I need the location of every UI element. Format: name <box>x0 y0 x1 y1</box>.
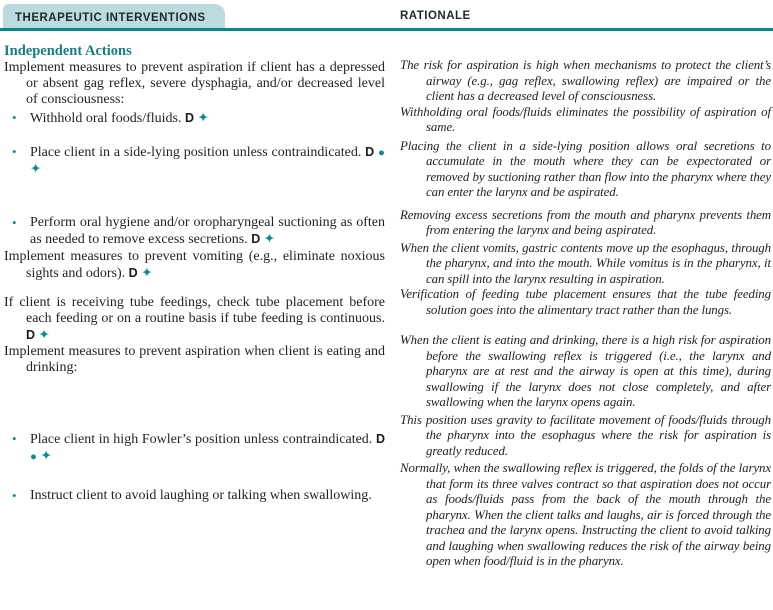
rationale-paragraph <box>400 58 771 105</box>
rationale-paragraph <box>400 333 771 411</box>
delegate-marker-D: D <box>365 145 375 159</box>
bullet-icon: • <box>12 488 17 503</box>
rationale-list <box>400 58 771 570</box>
rationale-text: Withholding oral foods/fluids eliminates the possibility of aspiration of same. <box>400 104 771 134</box>
intervention-bullet-item <box>4 215 385 248</box>
rationale-column <box>400 31 771 570</box>
delegate-marker-D: D <box>375 432 385 446</box>
intervention-text: Place client in a side-lying position unless contraindicated. <box>30 145 362 160</box>
star-marker-icon: ✦ <box>40 448 52 463</box>
delegate-marker-D: D <box>128 266 138 280</box>
therapeutic-interventions-label: THERAPEUTIC INTERVENTIONS <box>15 11 206 24</box>
rationale-text: When the client is eating and drinking, there is a high risk for aspiration before the swallowing reflex is triggered (i.e., the larynx and pharynx are at rest and the airway is open at this time), during swallowing if the larynx does not close completely, and after swallowing when the larynx opens again. <box>400 333 771 409</box>
delegate-marker-D: D <box>26 328 36 342</box>
star-marker-icon: ✦ <box>141 265 153 280</box>
therapeutic-interventions-header-tab <box>3 4 225 31</box>
intervention-text: If client is receiving tube feedings, check tube placement before each feeding or on a routine basis if tube feeding is continuous. <box>4 295 385 326</box>
rationale-text: When the client vomits, gastric contents move up the esophagus, through the pharynx, and into the mouth. While vomitus is in the pharynx, it can spill into the larynx resulting in aspiration. <box>400 240 771 286</box>
intervention-paragraph <box>4 344 385 376</box>
intervention-text: Instruct client to avoid laughing or talking when swallowing. <box>30 488 372 503</box>
star-marker-icon: ✦ <box>197 110 209 125</box>
intervention-bullet-item <box>4 488 385 504</box>
bullet-icon: • <box>12 431 17 446</box>
rationale-text: Verification of feeding tube placement ensures that the tube feeding solution goes into the alimentary tract rather than the lungs. <box>400 287 771 317</box>
rationale-paragraph <box>400 287 771 318</box>
delegate-marker-D: D <box>184 111 195 125</box>
rationale-paragraph <box>400 241 771 288</box>
bullet-icon: • <box>12 215 17 230</box>
intervention-text: Withhold oral foods/fluids. <box>30 111 182 126</box>
rationale-paragraph <box>400 105 771 136</box>
intervention-text: Implement measures to prevent aspiration when client is eating and drinking: <box>4 344 385 375</box>
bullet-icon: • <box>12 110 17 125</box>
rationale-text: Placing the client in a side-lying position allows oral secretions to accumulate in the mouth where they can be expectorated or removed by suctioning rather than flow into the pharynx where they can enter the larynx and be aspirated. <box>400 138 771 199</box>
rationale-paragraph <box>400 461 771 570</box>
intervention-text: Perform oral hygiene and/or oropharyngeal suctioning as often as needed to remove excess secretions. <box>30 215 385 247</box>
interventions-list <box>4 60 385 504</box>
rationale-paragraph <box>400 413 771 460</box>
delegate-marker-D: D <box>251 232 261 246</box>
bullet-icon: • <box>12 144 17 159</box>
intervention-bullet-item <box>4 110 385 127</box>
intervention-text: Implement measures to prevent vomiting (e.g., eliminate noxious sights and odors). <box>4 249 385 281</box>
rationale-text: This position uses gravity to facilitate movement of foods/fluids through the pharynx into the esophagus where the risk for aspiration is greatly reduced. <box>400 412 771 458</box>
intervention-paragraph <box>4 249 385 282</box>
intervention-text: Place client in high Fowler’s position unless contraindicated. <box>30 432 373 447</box>
intervention-paragraph <box>4 295 385 344</box>
rationale-text: The risk for aspiration is high when mechanisms to protect the client’s airway (e.g., gag reflex, swallowing reflex) are impaired or the client has a decreased level of consciousness. <box>400 58 771 103</box>
rationale-text: Normally, when the swallowing reflex is triggered, the folds of the larynx that form its three valves contract so that aspiration does not occur as foods/fluids pass from the back of the mouth through the pharynx. When the client talks and laughs, air is forced through the trachea and the larynx opens. Instructing the client to avoid talking and laughing when swallowing reduces the risk of the airway being open when food/fluid is in the pharynx. <box>400 461 771 568</box>
intervention-paragraph <box>4 60 385 108</box>
interventions-column <box>4 31 385 504</box>
star-marker-icon: ✦ <box>38 327 50 342</box>
rationale-header-label: RATIONALE <box>400 10 471 22</box>
intervention-text: Implement measures to prevent aspiration if client has a depressed or absent gag reflex, severe dysphagia, and/or decreased level of consciousness: <box>4 60 385 107</box>
circle-marker-icon: ● <box>378 147 385 159</box>
rationale-paragraph <box>400 208 771 239</box>
intervention-bullet-item <box>4 144 385 178</box>
star-marker-icon: ✦ <box>263 231 276 246</box>
rationale-text: Removing excess secretions from the mouth and pharynx prevents them from entering the larynx and being aspirated. <box>400 207 771 237</box>
intervention-bullet-item <box>4 431 385 465</box>
star-marker-icon: ✦ <box>30 161 42 176</box>
circle-marker-icon: ● <box>30 451 37 463</box>
rationale-paragraph <box>400 139 771 201</box>
section-heading-independent-actions: Independent Actions <box>4 43 132 59</box>
